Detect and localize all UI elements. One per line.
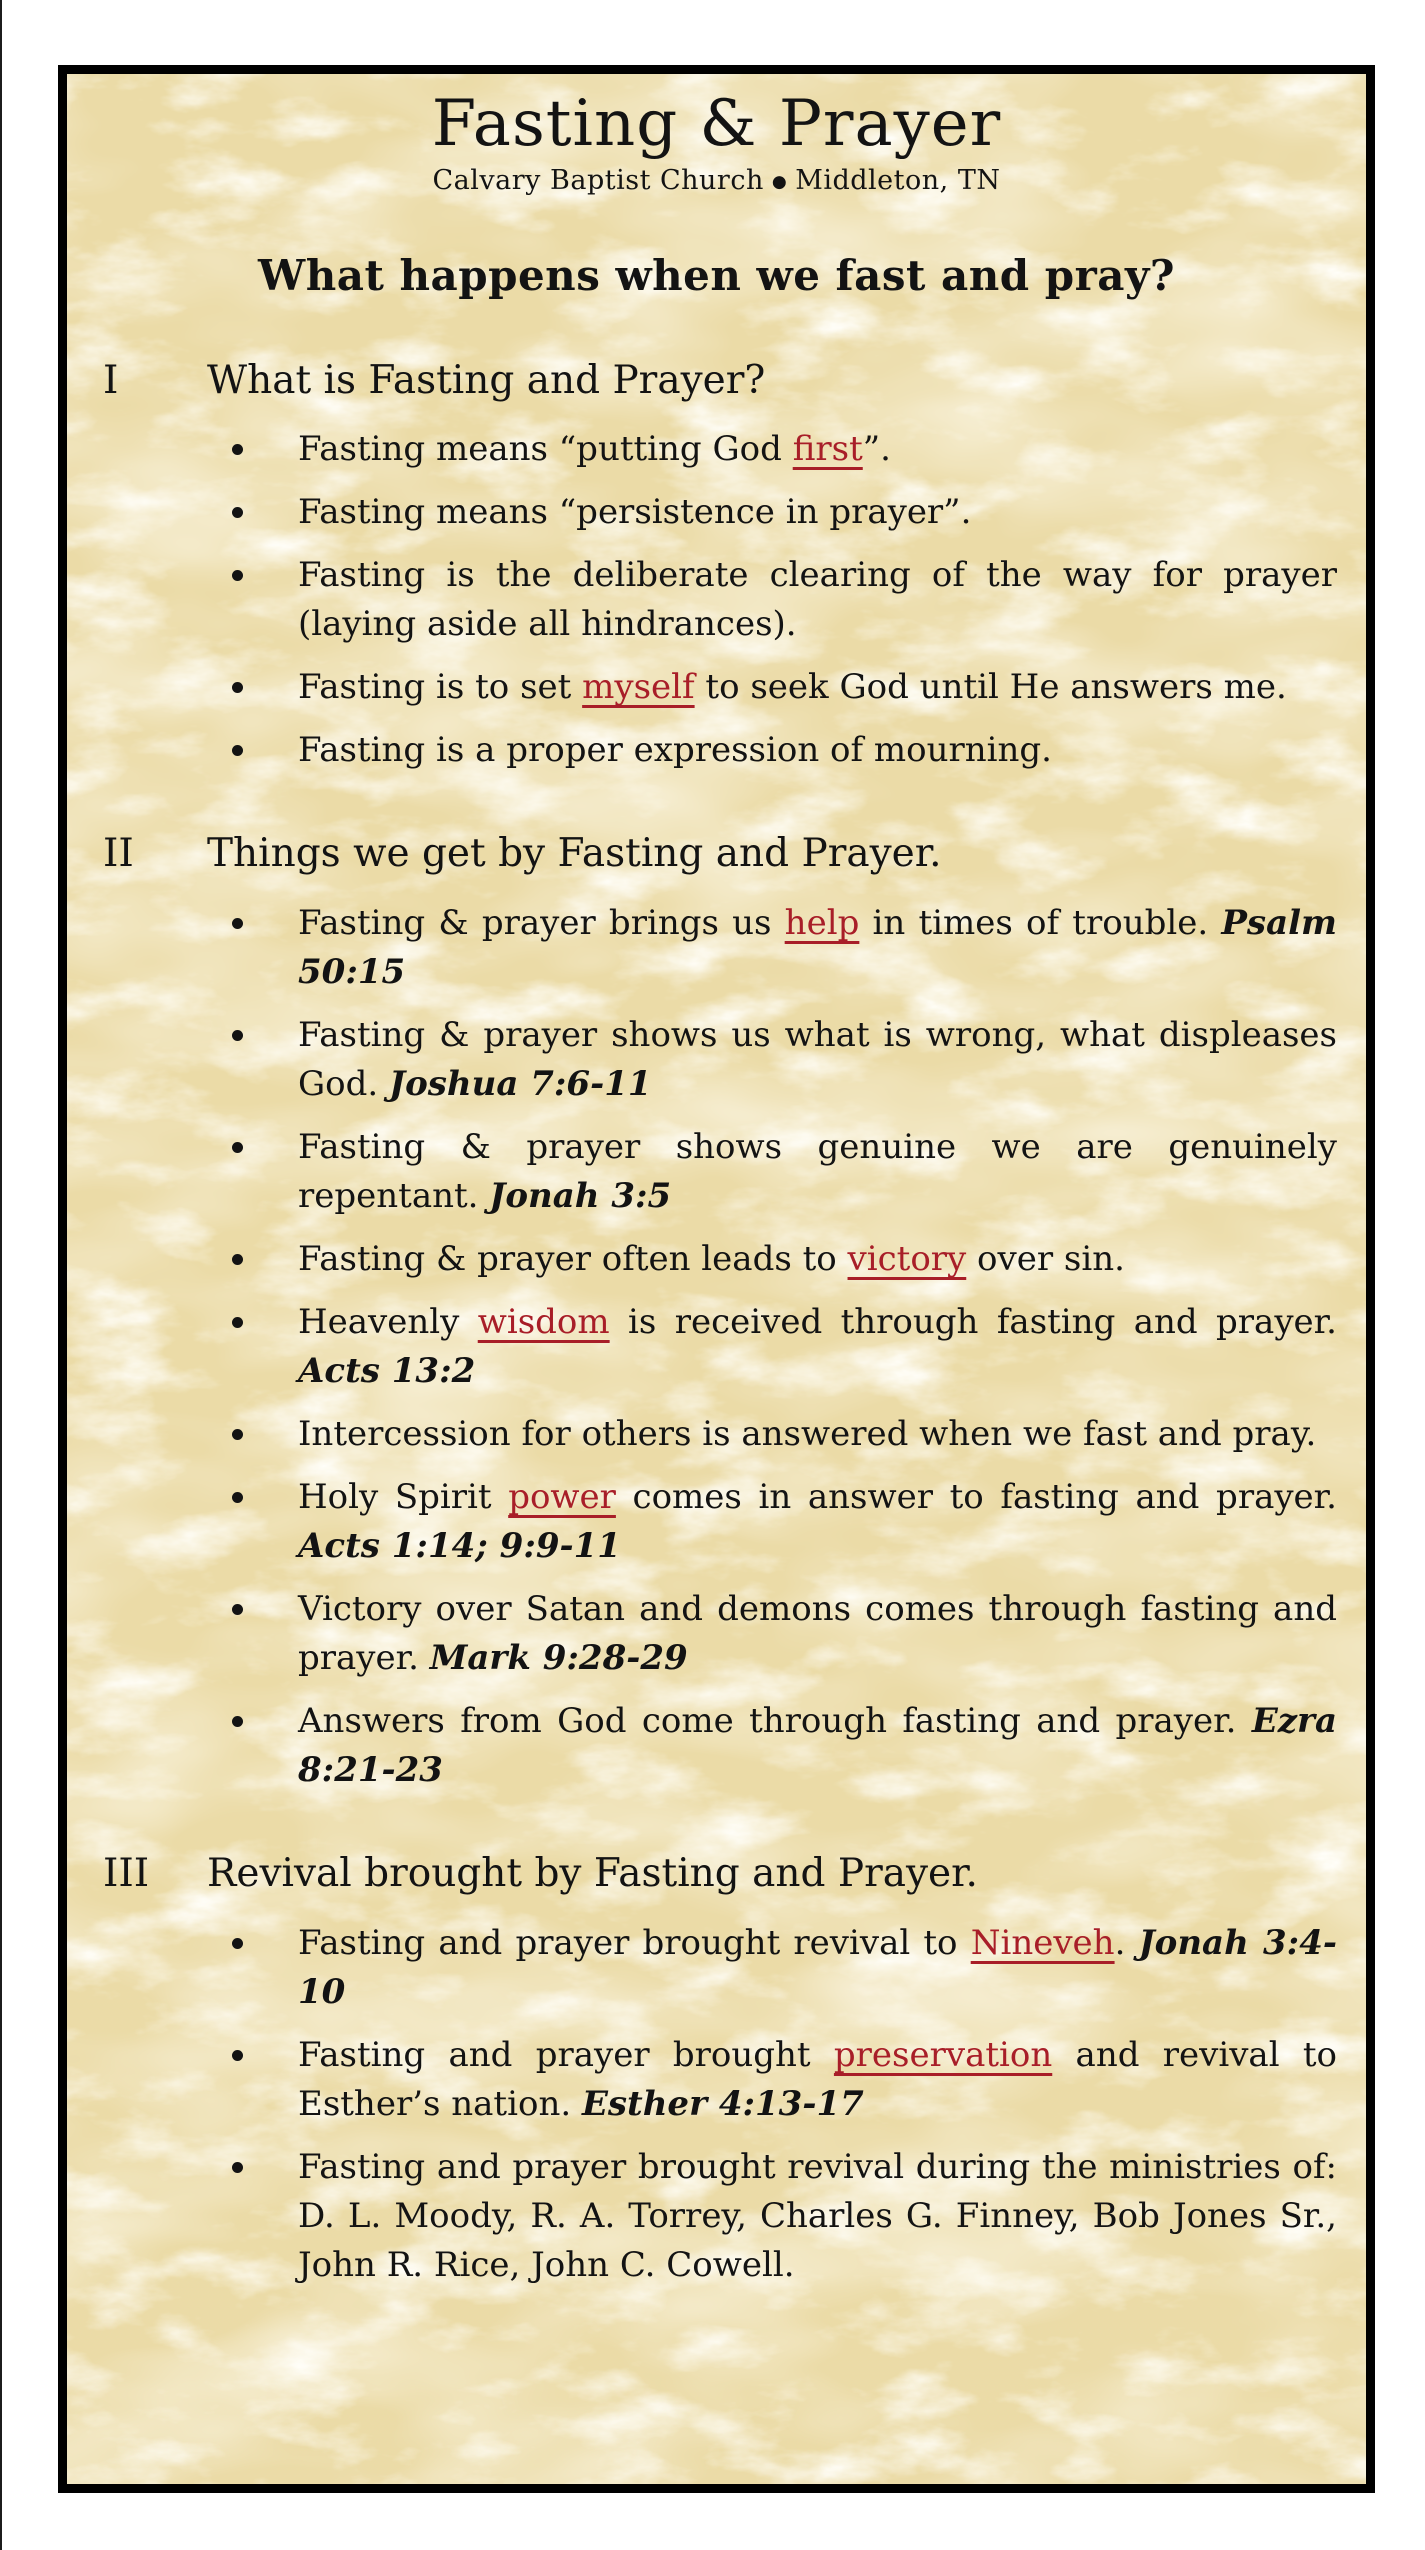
bullet-icon [232,1254,243,1265]
bullet-icon [232,507,243,518]
text-run: Fasting is the deliberate clearing of the way for prayer (laying aside all hindrances). [298,555,1337,645]
text-run: ”. [862,429,891,470]
bullet-item [232,1697,1337,1795]
scripture-reference: Psalm 50:15 [298,903,1337,993]
bullet-icon [232,1492,243,1503]
scripture-reference: Mark 9:28-29 [429,1638,688,1679]
bullet-icon [232,918,243,929]
bullet-icon [232,2162,243,2173]
bullet-item [232,1473,1337,1571]
text-run: Fasting means “putting God [298,429,793,470]
scripture-reference: Esther 4:13-17 [581,2083,864,2124]
bullet-item [232,1410,1337,1459]
bullet-text [298,903,1337,992]
highlight-term: power [508,1477,616,1518]
separator-dot-icon: ● [771,171,788,192]
bullet-icon [232,745,243,756]
section-heading: Things we get by Fasting and Prayer. [207,831,942,877]
scan-edge-line [0,0,2,2550]
bullet-icon [232,1938,243,1949]
scripture-reference: Joshua 7:6-11 [389,1064,652,1105]
bullet-icon [232,570,243,581]
text-run: Fasting is a proper expression of mourning. [298,730,1052,771]
bullet-item [232,2031,1337,2129]
text-run: in times of trouble. [859,903,1222,944]
text-run: Fasting is to set [298,667,583,708]
scripture-reference: Jonah 3:5 [489,1176,672,1217]
bullet-icon [232,444,243,455]
bullet-text [298,1701,1337,1790]
bullet-item [232,1919,1337,2017]
bullet-list [232,899,1337,1795]
text-run: Holy Spirit [298,1477,509,1518]
section-numeral: III [103,1851,150,1897]
text-run: is received through fasting and prayer. [609,1302,1337,1343]
text-run: Victory over Satan and demons comes through fasting and prayer. [298,1589,1337,1679]
bullet-icon [232,1142,243,1153]
section [67,357,1366,776]
text-run: Fasting and prayer brought revival during the ministries of: D. L. Moody, R. A. Torrey, Charles G. Finney, Bob Jones Sr., John R. Rice, John C. Cowell. [298,2146,1337,2285]
text-run: comes in answer to fasting and prayer. [615,1477,1337,1518]
bullet-item [232,899,1337,997]
bullet-item [232,1298,1337,1396]
highlight-term: first [792,429,863,470]
bullet-item [232,488,1337,537]
section-header [103,1850,1337,1899]
bullet-item [232,551,1337,649]
bullet-text [298,1923,1337,2012]
outline [67,357,1366,2290]
church-location: Middleton, TN [795,164,1001,196]
text-run: Fasting & prayer shows genuine we are genuinely repentant. [298,1127,1337,1217]
bullet-item [232,1011,1337,1109]
bullet-item [232,1585,1337,1683]
section [67,830,1366,1795]
bullet-item [232,726,1337,775]
text-run: over sin. [966,1239,1125,1280]
bullet-icon [232,1604,243,1615]
section-header [103,830,1337,879]
scripture-reference: Acts 1:14; 9:9-11 [298,1526,621,1567]
bullet-text [298,492,971,532]
bullet-text [298,1477,1337,1566]
bullet-text [298,730,1052,770]
bullet-text [298,1414,1316,1454]
bullet-text [298,1589,1337,1678]
bullet-item [232,663,1337,712]
text-run: . [1114,1922,1139,1963]
section [67,1850,1366,2290]
scripture-reference: Acts 13:2 [298,1351,476,1392]
bullet-item [232,1235,1337,1284]
page-title: Fasting & Prayer [431,87,1002,161]
highlight-term: victory [847,1239,967,1280]
bullet-item [232,2143,1337,2290]
text-run: to seek God until He answers me. [694,667,1287,708]
church-subtitle [67,164,1366,198]
bullet-list [232,425,1337,775]
bullet-icon [232,2050,243,2061]
text-run: Fasting & prayer brings us [298,903,785,944]
text-run: Intercession for others is answered when we fast and pray. [298,1414,1317,1455]
text-run: Fasting and prayer brought revival to [298,1922,971,1963]
highlight-term: myself [582,667,695,708]
section-header [103,357,1337,406]
bullet-icon [232,1429,243,1440]
bullet-text [298,555,1337,644]
section-heading: Revival brought by Fasting and Prayer. [207,1851,978,1897]
scripture-reference: Jonah 3:4-10 [298,1922,1337,2012]
text-run: Fasting & prayer shows us what is wrong, what displeases God. [298,1015,1337,1105]
handout-header [67,88,1366,302]
bullet-text [298,2147,1337,2285]
text-run: Fasting and prayer brought [298,2034,834,2075]
bullet-text [298,1127,1337,1216]
section-numeral: I [103,357,119,403]
highlight-term: Nineveh [970,1922,1115,1963]
bullet-list [232,1919,1337,2290]
section-heading: What is Fasting and Prayer? [207,357,766,403]
bullet-icon [232,1716,243,1727]
highlight-term: preservation [833,2034,1053,2075]
highlight-term: wisdom [477,1302,610,1343]
bullet-item [232,425,1337,474]
bullet-text [298,429,891,469]
text-run: Fasting & prayer often leads to [298,1239,848,1280]
main-question: What happens when we fast and pray? [258,251,1175,301]
scripture-reference: Ezra 8:21-23 [298,1701,1337,1791]
text-run: and revival to Esther’s nation. [298,2034,1338,2124]
bullet-item [232,1123,1337,1221]
handout-sheet [58,65,1375,2493]
bullet-icon [232,682,243,693]
bullet-icon [232,1317,243,1328]
highlight-term: help [784,903,860,944]
text-run: Fasting means “persistence in prayer”. [298,492,972,533]
handout-content [67,74,1366,2484]
church-name: Calvary Baptist Church [432,164,764,196]
bullet-text [298,1239,1125,1279]
bullet-text [298,667,1287,707]
bullet-text [298,1302,1337,1391]
text-run: Heavenly [298,1302,478,1343]
bullet-text [298,2035,1337,2124]
text-run: Answers from God come through fasting and prayer. [298,1701,1252,1742]
section-numeral: II [103,831,134,877]
bullet-icon [232,1030,243,1041]
bullet-text [298,1015,1337,1104]
